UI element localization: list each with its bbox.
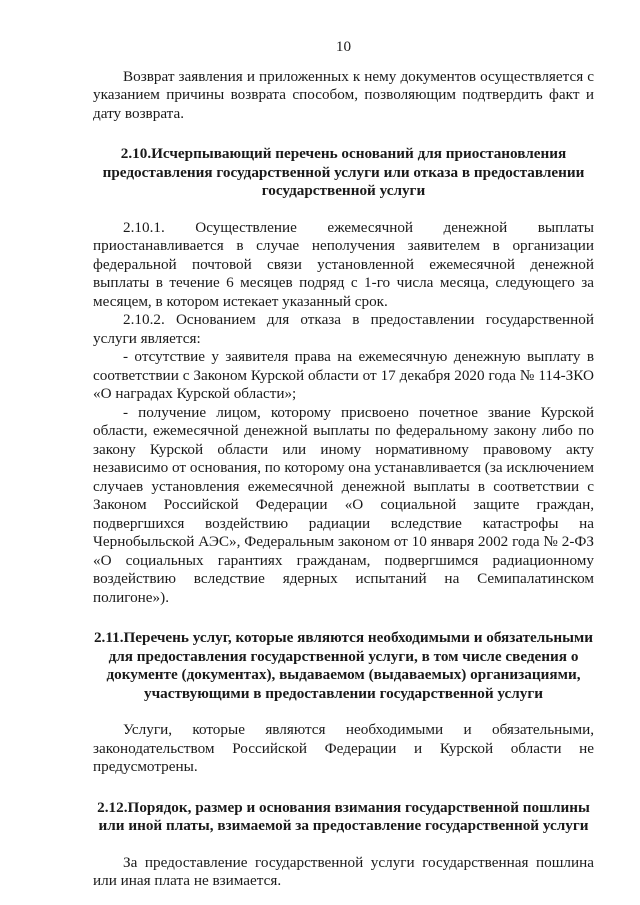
section-2-10-heading: 2.10.Исчерпывающий перечень оснований для приостановления предоставления государственной услуги или отказа в предоставлении государственной услуги: [102, 145, 585, 199]
section-2-11-paragraph: Услуги, которые являются необходимыми и обязательными, законодательством Российской Федерации и Курской области не предусмотрены.: [93, 721, 594, 775]
refusal-reason-1: - отсутствие у заявителя права на ежемесячную денежную выплату в соответствии с Законом Курской области от 17 декабря 2020 года № 114-ЗКО «О наградах Курской области»;: [93, 348, 594, 402]
section-2-10-2-paragraph: 2.10.2. Основанием для отказа в предоставлении государственной услуги является:: [93, 311, 594, 347]
section-2-12-heading: 2.12.Порядок, размер и основания взимания государственной пошлины или иной платы, взимаемой за предоставление государственной услуги: [97, 798, 590, 834]
section-2-11-heading: 2.11.Перечень услуг, которые являются необходимыми и обязательными для предоставления государственной услуги, в том числе сведения о документе (документах), выдаваемом (выдаваемых) организациями, участвующими в предоставлении государственной услуги: [93, 629, 594, 702]
section-2-10-1-paragraph: 2.10.1. Осуществление ежемесячной денежной выплаты приостанавливается в случае неполучения заявителем в организации федеральной почтовой связи установленной ежемесячной денежной выплаты в течение 6 месяцев подряд с 1-го числа месяца, следующего за месяцем, в котором истекает указанный срок.: [93, 218, 594, 310]
refusal-reason-2: - получение лицом, которому присвоено почетное звание Курской области, ежемесячной денежной выплаты по федеральному закону либо по закону Курской области или иному нормативному правовому акту независимо от основания, по которому она устанавливается (за исключением случаев установления ежемесячной денежной выплаты в соответствии с Законом Российской Федерации «О социальной защите граждан, подвергшихся воздействию радиации вследствие катастрофы на Чернобыльской АЭС», Федеральным законом от 10 января 2002 года № 2-ФЗ «О социальных гарантиях гражданам, подвергшимся радиационному воздействию вследствие ядерных испытаний на Семипалатинском полигоне»).: [93, 403, 594, 606]
intro-paragraph: Возврат заявления и приложенных к нему документов осуществляется с указанием причины возврата способом, позволяющим подтвердить факт и дату возврата.: [93, 67, 594, 122]
section-2-12-paragraph: За предоставление государственной услуги государственная пошлина или иная плата не взимается.: [93, 853, 594, 889]
page-number: 10: [335, 38, 352, 55]
